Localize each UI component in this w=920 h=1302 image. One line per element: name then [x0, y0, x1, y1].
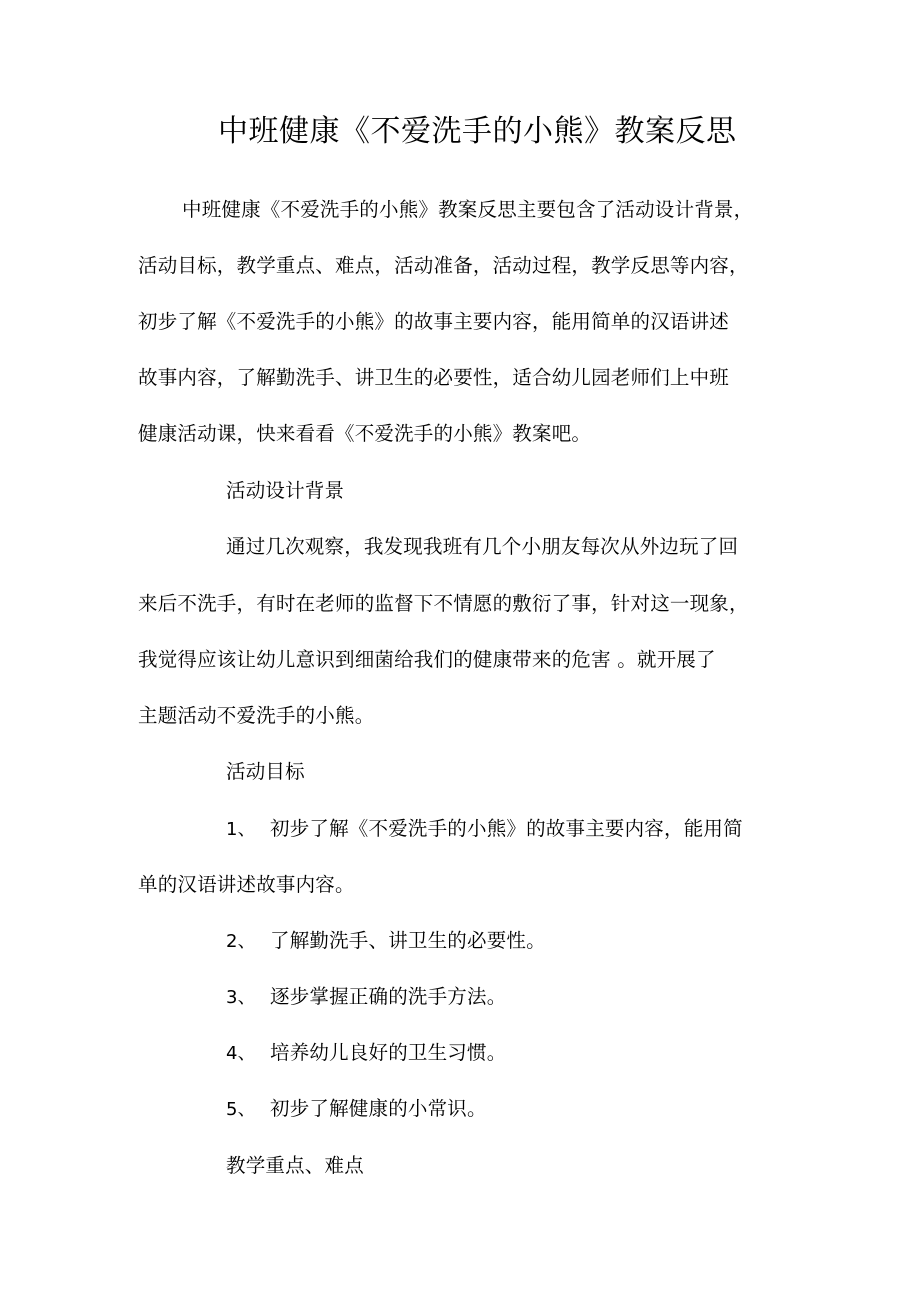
goal-text: 逐步掌握正确的洗手方法。: [270, 985, 507, 1008]
goal-text: 初步了解健康的小常识。: [270, 1097, 487, 1120]
intro-line: 故事内容，了解勤洗手、讲卫生的必要性，适合幼儿园老师们上中班: [138, 366, 730, 389]
goal-item-continuation: 单的汉语讲述故事内容。: [138, 873, 355, 896]
section-heading-background: 活动设计背景: [226, 479, 345, 502]
goal-number: 3、: [226, 987, 256, 1008]
document-title: 中班健康《不爱洗手的小熊》教案反思: [218, 114, 737, 149]
goal-item: [226, 815, 743, 844]
goal-item: [226, 927, 546, 956]
goal-number: 1、: [226, 819, 256, 840]
intro-line: 活动目标，教学重点、难点，活动准备，活动过程，教学反思等内容，: [138, 254, 749, 277]
goal-item: [226, 1039, 506, 1068]
goal-item: [226, 1095, 487, 1124]
goal-number: 4、: [226, 1043, 256, 1064]
section-heading-goals: 活动目标: [226, 760, 305, 783]
goal-text: 初步了解《不爱洗手的小熊》的故事主要内容，能用简: [270, 817, 743, 840]
goal-item: [226, 983, 506, 1012]
goal-text: 培养幼儿良好的卫生习惯。: [270, 1041, 507, 1064]
intro-line: 健康活动课，快来看看《不爱洗手的小熊》教案吧。: [138, 422, 592, 445]
section-heading-key-points: 教学重点、难点: [226, 1154, 364, 1177]
goal-number: 2、: [226, 931, 256, 952]
background-line: 我觉得应该让幼儿意识到细菌给我们的健康带来的危害 。就开展了: [138, 648, 716, 671]
intro-line: 初步了解《不爱洗手的小熊》的故事主要内容，能用简单的汉语讲述: [138, 310, 730, 333]
background-line: 主题活动不爱洗手的小熊。: [138, 704, 375, 727]
goal-number: 5、: [226, 1099, 256, 1120]
intro-line: 中班健康《不爱洗手的小熊》教案反思主要包含了活动设计背景，: [182, 198, 754, 221]
goal-text: 了解勤洗手、讲卫生的必要性。: [270, 929, 546, 952]
background-line: 通过几次观察，我发现我班有几个小朋友每次从外边玩了回: [226, 535, 739, 558]
background-line: 来后不洗手，有时在老师的监督下不情愿的敷衍了事，针对这一现象，: [138, 592, 749, 615]
